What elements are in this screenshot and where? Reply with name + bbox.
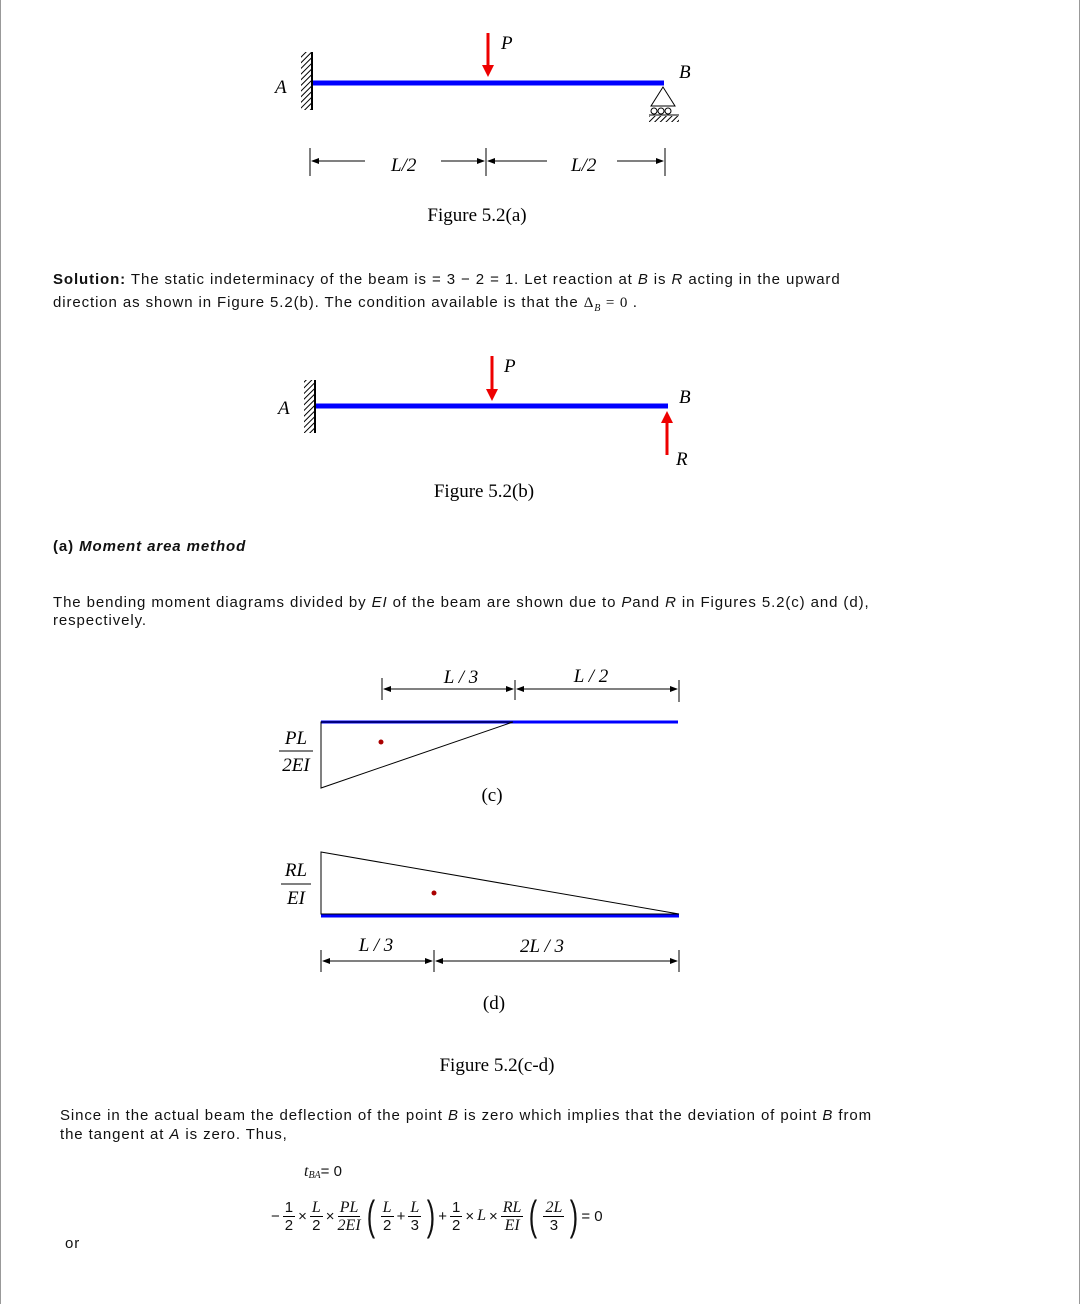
fraction [338,1199,361,1234]
dim-label: L/2 [571,155,597,176]
figure-5-2c [279,666,679,806]
label-a: A [278,398,290,419]
text: and [632,594,666,611]
fraction [501,1199,524,1234]
dim-label: 2L / 3 [519,936,565,957]
deflection-paragraph [60,1106,872,1144]
roller-support-b [649,87,679,122]
num: L [382,1198,392,1216]
diagram-label: (c) [481,785,503,806]
var-t: t [304,1162,309,1180]
var-b: B [447,1107,459,1124]
times: × [298,1207,307,1225]
or-text: or [65,1235,81,1252]
fraction-numerator: PL [284,728,308,749]
equation-line-2: − $\frac{1}{2}$ × $\frac{L}{2}$ × $\frac{PL}{2EI}$ ( $\frac{L}{2}$ + $\frac{L}{3}$ ) + $\frac{1}{2}$ × L × $\frac{RL}{EI}$ ( $\frac{2L}{3}$ ) = 0 [271,1192,603,1239]
label-b: B [679,62,691,83]
section-number: (a) [53,538,75,555]
times: × [325,1207,335,1225]
fraction [408,1199,421,1234]
var-l: L [477,1207,487,1224]
text: = 0 . [601,295,638,311]
equals-zero: = 0 [581,1207,603,1225]
den: 2 [312,1216,321,1234]
var-r: R [671,271,684,288]
num: 1 [284,1198,294,1216]
delta-symbol: Δ [583,295,595,311]
var-p: P [621,594,633,611]
fixed-support-a [301,52,311,110]
text: is [648,271,672,288]
figure-5-2a [273,33,691,226]
num: L [311,1198,321,1216]
den: EI [504,1216,520,1234]
figure-caption: Figure 5.2(a) [427,205,527,226]
text: the tangent at [60,1126,170,1143]
text: is zero which implies that the deviation of point [458,1107,823,1124]
var-a: A [169,1126,181,1143]
section-heading [53,537,246,556]
text: The static indeterminacy of the beam is = 3 − 2 = 1. Let reaction at [126,271,638,288]
num: RL [502,1198,522,1216]
text: The bending moment diagrams divided by [53,594,372,611]
fraction [283,1199,295,1234]
centroid-dot [432,891,437,896]
var-b: B [822,1107,834,1124]
label-b: B [679,387,691,408]
times: × [465,1207,475,1225]
fixed-support-a [304,380,314,433]
fraction [310,1199,323,1234]
den: 2EI [337,1216,361,1234]
dim-label: L/2 [391,155,417,176]
fraction [450,1199,462,1234]
text: = 0 [320,1163,342,1180]
minus: − [271,1207,280,1225]
fraction [381,1199,394,1234]
num: 1 [452,1198,461,1216]
den: 2 [382,1216,392,1234]
den: 2 [284,1216,294,1234]
text: of the beam are shown due to [387,594,622,611]
text: direction as shown in Figure 5.2(b). The condition available is that the [53,294,584,311]
figure-5-2b [276,356,691,502]
plus: + [438,1207,447,1225]
moment-diagram-triangle [321,722,513,788]
figure-caption: Figure 5.2(b) [433,481,535,502]
moment-diagram-triangle [321,852,679,914]
num: PL [339,1198,359,1216]
text: from [833,1107,872,1124]
fraction-numerator: RL [284,860,308,881]
figure-caption: Figure 5.2(c-d) [439,1055,555,1076]
times: × [489,1207,498,1225]
text: is zero. Thus, [180,1126,288,1143]
den: 3 [410,1216,419,1234]
text: acting in the upward [683,271,841,288]
text: Since in the actual beam the deflection of the point [60,1107,448,1124]
label-p: P [504,356,516,377]
dim-label: L / 3 [358,935,394,956]
text: respectively. [53,612,147,629]
subscript-ba: BA [308,1170,321,1181]
var-b: B [637,271,649,288]
den: 2 [452,1216,461,1234]
var-ei: EI [371,594,388,611]
diagram-label: (d) [482,993,506,1014]
fraction-denominator: EI [287,888,305,909]
centroid-dot [379,740,384,745]
dimension-lines [310,148,665,176]
var-r: R [665,594,677,611]
plus: + [396,1207,406,1225]
solution-paragraph [53,270,841,318]
section-title: Moment area method [79,538,247,555]
fraction [543,1199,564,1234]
text: in Figures 5.2(c) and (d), [676,594,870,611]
solution-label: Solution: [53,271,127,288]
num: 2L [545,1198,563,1216]
dim-label: L / 3 [443,667,479,688]
subscript: B [594,303,602,314]
fraction-denominator: 2EI [282,755,310,776]
label-r: R [676,449,688,470]
moment-paragraph [53,594,870,630]
label-a: A [275,77,287,98]
den: 3 [549,1216,559,1234]
label-p: P [501,33,513,54]
equation-line-1 [304,1162,342,1181]
dim-label: L / 2 [573,666,609,687]
num: L [410,1198,420,1216]
figure-5-2d [281,852,679,1076]
